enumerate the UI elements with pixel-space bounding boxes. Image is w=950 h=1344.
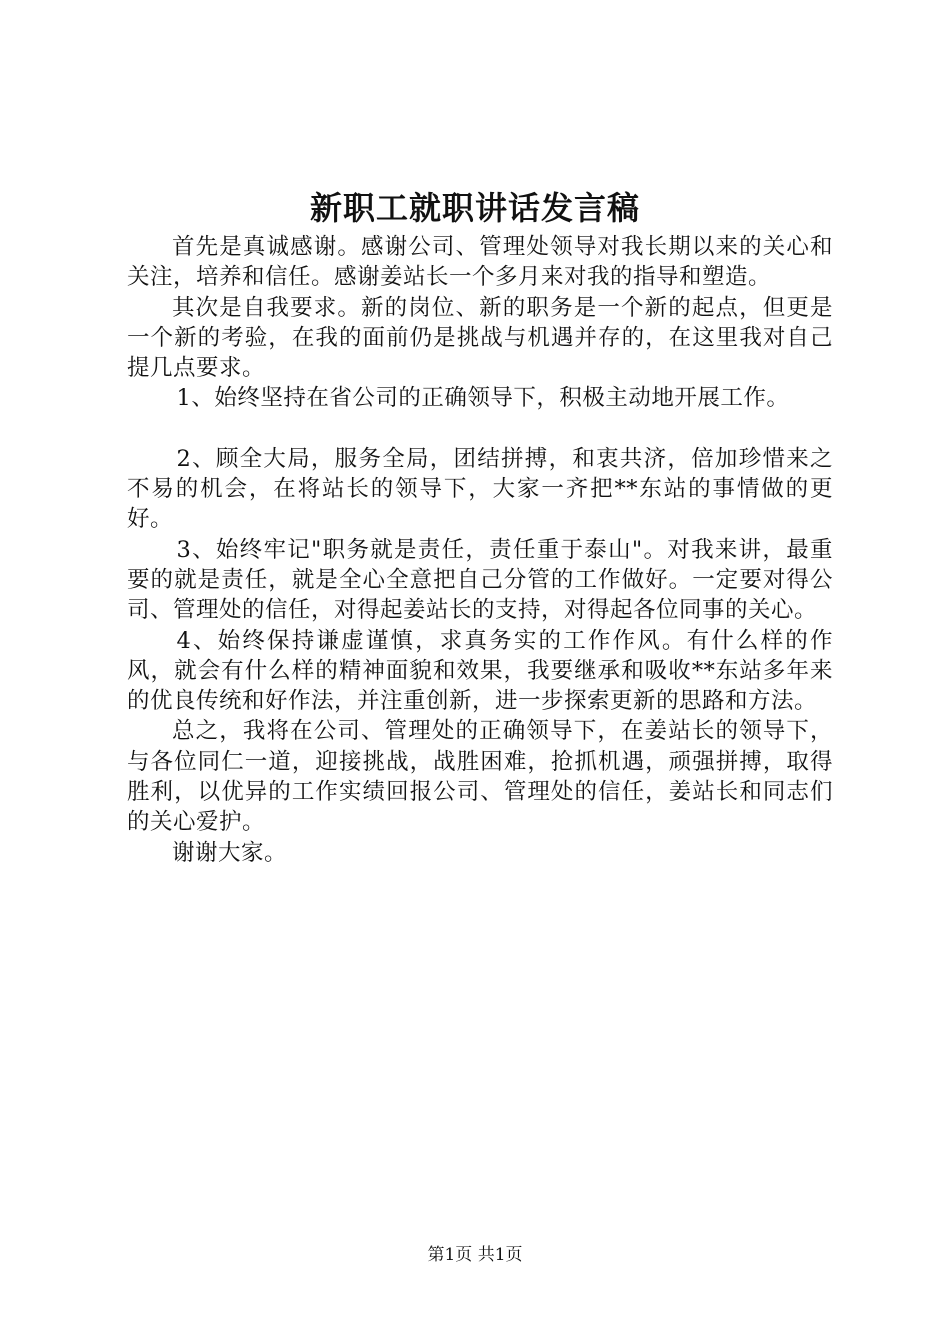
paragraph-item-3: 3、始终牢记"职务就是责任，责任重于泰山"。对我来讲，最重要的就是责任，就是全心全意把自己分管的工作做好。一定要对得公司、管理处的信任，对得起姜站长的支持，对得起各位同事的关心。 [127, 536, 833, 624]
paragraph-item-1: 1、始终坚持在省公司的正确领导下，积极主动地开展工作。 [176, 385, 790, 412]
document-title: 新职工就职讲话发言稿 [309, 189, 640, 227]
page-footer: 第1页 共1页 [427, 1245, 523, 1265]
paragraph-conclusion: 总之，我将在公司、管理处的正确领导下，在姜站长的领导下，与各位同仁一道，迎接挑战，战胜困难，抢抓机遇，顽强拼搏，取得胜利，以优异的工作实绩回报公司、管理处的信任，姜站长和同志们的关心爱护。 [127, 718, 833, 836]
blank-line [127, 414, 833, 444]
paragraph-thanks: 首先是真诚感谢。感谢公司、管理处领导对我长期以来的关心和关注，培养和信任。感谢姜站长一个多月来对我的指导和塑造。 [127, 234, 833, 291]
paragraph-item-2: 2、顾全大局，服务全局，团结拼搏，和衷共济，倍加珍惜来之不易的机会，在将站长的领导下，大家一齐把**东站的事情做的更好。 [127, 445, 833, 533]
document-body [127, 232, 833, 868]
paragraph-closing: 谢谢大家。 [172, 839, 288, 866]
paragraph-self-requirements: 其次是自我要求。新的岗位、新的职务是一个新的起点，但更是一个新的考验，在我的面前仍是挑战与机遇并存的，在这里我对自己提几点要求。 [127, 294, 833, 382]
paragraph-item-4: 4、始终保持谦虚谨慎，求真务实的工作作风。有什么样的作风，就会有什么样的精神面貌和效果，我要继承和吸收**东站多年来的优良传统和好作法，并注重创新，进一步探索更新的思路和方法。 [127, 627, 833, 715]
